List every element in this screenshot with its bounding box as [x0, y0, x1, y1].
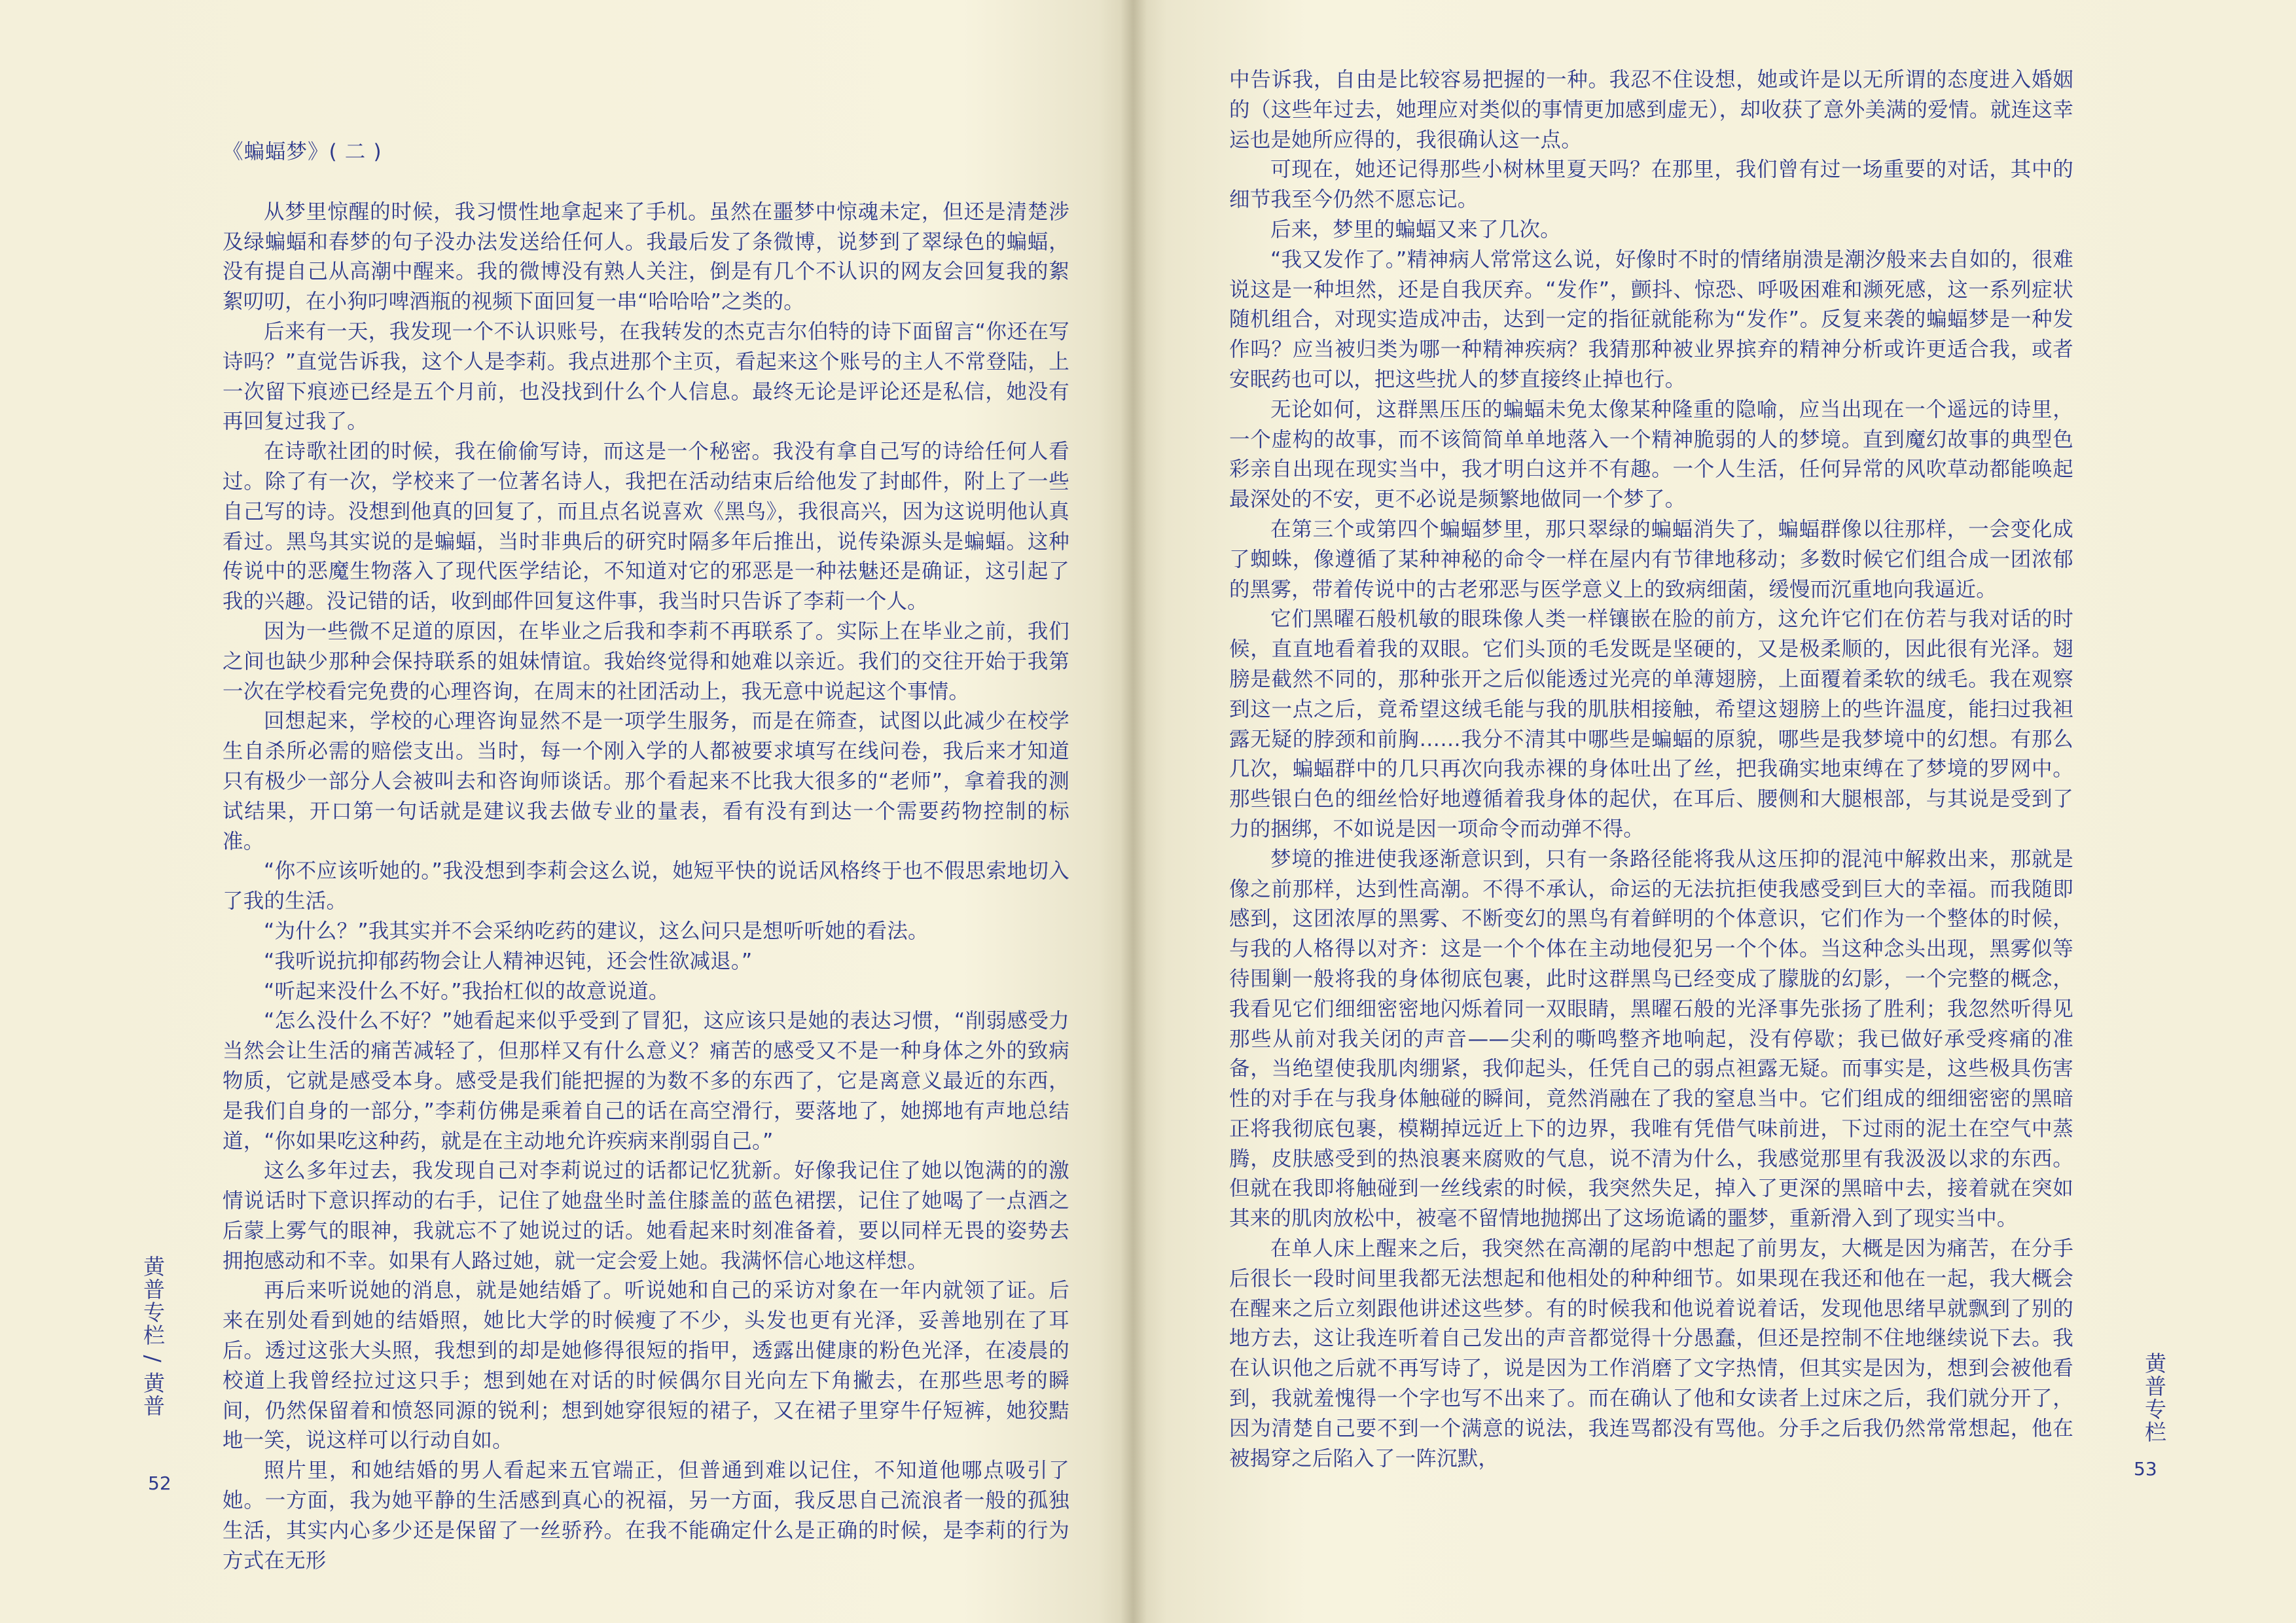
- paragraph: 中告诉我，自由是比较容易把握的一种。我忍不住设想，她或许是以无所谓的态度进入婚姻的（这些年过去，她理应对类似的事情更加感到虚无），却收获了意外美满的爱情。就连这幸运也是她所应得的，我很确认这一点。: [1229, 68, 2073, 152]
- paragraph: 在第三个或第四个蝙蝠梦里，那只翠绿的蝙蝠消失了，蝙蝠群像以往那样，一会变化成了蜘蛛，像遵循了某种神秘的命令一样在屋内有节律地移动；多数时候它们组合成一团浓郁的黑雾，带着传说中的古老邪恶与医学意义上的致病细菌，缓慢而沉重地向我逼近。: [1229, 517, 2073, 601]
- paragraph: 这么多年过去，我发现自己对李莉说过的话都记忆犹新。好像我记住了她以饱满的的激情说话时下意识挥动的右手，记住了她盘坐时盖住膝盖的蓝色裙摆，记住了她喝了一点酒之后蒙上雾气的眼神，我就忘不了她说过的话。她看起来时刻准备着，要以同样无畏的姿势去拥抱感动和不幸。如果有人路过她，就一定会爱上她。我满怀信心地这样想。: [223, 1159, 1069, 1273]
- essay-title: 《蝙蝠梦》( 二 ): [223, 140, 382, 164]
- paragraph: 照片里，和她结婚的男人看起来五官端正，但普通到难以记住，不知道他哪点吸引了她。一方面，我为她平静的生活感到真心的祝福，另一方面，我反思自己流浪者一般的孤独生活，其实内心多少还是保留了一丝骄矜。在我不能确定什么是正确的时候，是李莉的行为方式在无形: [223, 1459, 1069, 1573]
- page-number: 52: [148, 1472, 171, 1494]
- right-page: [1132, 0, 2296, 1623]
- paragraph: 在单人床上醒来之后，我突然在高潮的尾韵中想起了前男友，大概是因为痛苦，在分手后很长一段时间里我都无法想起和他相处的种种细节。如果现在我还和他在一起，我大概会在醒来之后立刻跟他讲述这些梦。有的时候我和他说着说着话，发现他思绪早就飘到了别的地方去，这让我连听着自己发出的声音都觉得十分愚蠢，但还是控制不住地继续说下去。我在认识他之后就不再写诗了，说是因为工作消磨了文字热情，但其实是因为，想到会被他看到，我就羞愧得一个字也写不出来了。而在确认了他和女读者上过床之后，我们就分开了，因为清楚自己要不到一个满意的说法，我连骂都没有骂他。分手之后我仍然常常想起，他在被揭穿之后陷入了一阵沉默，: [1229, 1237, 2073, 1471]
- paragraph: 因为一些微不足道的原因，在毕业之后我和李莉不再联系了。实际上在毕业之前，我们之间也缺少那种会保持联系的姐妹情谊。我始终觉得和她难以亲近。我们的交往开始于我第一次在学校看完免费的心理咨询，在周末的社团活动上，我无意中说起这个事情。: [223, 619, 1069, 704]
- paragraph: 梦境的推进使我逐渐意识到，只有一条路径能将我从这压抑的混沌中解救出来，那就是像之前那样，达到性高潮。不得不承认，命运的无法抗拒使我感受到巨大的幸福。而我随即感到，这团浓厚的黑雾、不断变幻的黑鸟有着鲜明的个体意识，它们作为一个整体的时候，与我的人格得以对齐：这是一个个体在主动地侵犯另一个个体。当这种念头出现，黑雾似等待围剿一般将我的身体彻底包裹，此时这群黑鸟已经变成了朦胧的幻影，一个完整的概念，我看见它们细细密密地闪烁着同一双眼睛，黑曜石般的光泽事先张扬了胜利；我忽然听得见那些从前对我关闭的声音——尖利的嘶鸣整齐地响起，没有停歇；我已做好承受疼痛的准备，当绝望使我肌肉绷紧，我仰起头，任凭自己的弱点袒露无疑。而事实是，这些极具伤害性的对手在与我身体触碰的瞬间，竟然消融在了我的窒息当中。它们组成的细细密密的黑暗正将我彻底包裹，模糊掉远近上下的边界，我唯有凭借气味前进，下过雨的泥土在空气中蒸腾，皮肤感受到的热浪裹来腐败的气息，说不清为什么，我感觉那里有我汲汲以求的东西。但就在我即将触碰到一丝线索的时候，我突然失足，掉入了更深的黑暗中去，接着就在突如其来的肌肉放松中，被毫不留情地抛掷出了这场诡谲的噩梦，重新滑入到了现实当中。: [1229, 847, 2073, 1231]
- paragraph: 在诗歌社团的时候，我在偷偷写诗，而这是一个秘密。我没有拿自己写的诗给任何人看过。除了有一次，学校来了一位著名诗人，我把在活动结束后给他发了封邮件，附上了一些自己写的诗。没想到他真的回复了，而且点名说喜欢《黑鸟》，我很高兴，因为这说明他认真看过。黑鸟其实说的是蝙蝠，当时非典后的研究时隔多年后推出，说传染源头是蝙蝠。这种传说中的恶魔生物落入了现代医学结论，不知道对它的邪恶是一种祛魅还是确证，这引起了我的兴趣。没记错的话，收到邮件回复这件事，我当时只告诉了李莉一个人。: [223, 440, 1069, 614]
- column-label: 黄普专栏: [2142, 1352, 2167, 1444]
- paragraph: “怎么没什么不好？”她看起来似乎受到了冒犯，这应该只是她的表达习惯，“削弱感受力当然会让生活的痛苦减轻了，但那样又有什么意义？痛苦的感受又不是一种身体之外的致病物质，它就是感受本身。感受是我们能把握的为数不多的东西了，它是离意义最近的东西，是我们自身的一部分，”李莉仿佛是乘着自己的话在高空滑行，要落地了，她掷地有声地总结道，“你如果吃这种药，就是在主动地允许疾病来削弱自己。”: [223, 1009, 1069, 1153]
- paragraph: “我又发作了。”精神病人常常这么说，好像时不时的情绪崩溃是潮汐般来去自如的，很难说这是一种坦然，还是自我厌弃。“发作”，颤抖、惊恐、呼吸困难和濒死感，这一系列症状随机组合，对现实造成冲击，达到一定的指征就能称为“发作”。反复来袭的蝙蝠梦是一种发作吗？应当被归类为哪一种精神疾病？我猜那种被业界摈弃的精神分析或许更适合我，或者安眠药也可以，把这些扰人的梦直接终止掉也行。: [1229, 247, 2073, 391]
- paragraph: “我听说抗抑郁药物会让人精神迟钝，还会性欲减退。”: [264, 949, 753, 973]
- paragraph: 无论如何，这群黑压压的蝙蝠未免太像某种隆重的隐喻，应当出现在一个遥远的诗里，一个虚构的故事，而不该简简单单地落入一个精神脆弱的人的梦境。直到魔幻故事的典型色彩亲自出现在现实当中，我才明白这并不有趣。一个人生活，任何异常的风吹草动都能唤起最深处的不安，更不必说是频繁地做同一个梦了。: [1229, 397, 2073, 512]
- paragraph: 它们黑曜石般机敏的眼珠像人类一样镶嵌在脸的前方，这允许它们在仿若与我对话的时候，直直地看着我的双眼。它们头顶的毛发既是坚硬的，又是极柔顺的，因此很有光泽。翅膀是截然不同的，那种张开之后似能透过光亮的单薄翅膀，上面覆着柔软的绒毛。我在观察到这一点之后，竟希望这绒毛能与我的肌肤相接触，希望这翅膀上的些许温度，能扫过我袒露无疑的脖颈和前胸……我分不清其中哪些是蝙蝠的原貌，哪些是我梦境中的幻想。有那么几次，蝙蝠群中的几只再次向我赤裸的身体吐出了丝，把我确实地束缚在了梦境的罗网中。那些银白色的细丝恰好地遵循着我身体的起伏，在耳后、腰侧和大腿根部，与其说是受到了力的捆绑，不如说是因一项命令而动弹不得。: [1229, 607, 2073, 841]
- paragraph: 从梦里惊醒的时候，我习惯性地拿起来了手机。虽然在噩梦中惊魂未定，但还是清楚涉及绿蝙蝠和春梦的句子没办法发送给任何人。我最后发了条微博，说梦到了翠绿色的蝙蝠，没有提自己从高潮中醒来。我的微博没有熟人关注，倒是有几个不认识的网友会回复我的絮絮叨叨，在小狗叼啤酒瓶的视频下面回复一串“哈哈哈”之类的。: [223, 200, 1069, 314]
- paragraph: “听起来没什么不好。”我抬杠似的故意说道。: [264, 979, 670, 1003]
- column-label: 黄普专栏 / 黄普: [140, 1255, 166, 1418]
- paragraph: 后来有一天，我发现一个不认识账号，在我转发的杰克吉尔伯特的诗下面留言“你还在写诗吗？”直觉告诉我，这个人是李莉。我点进那个主页，看起来这个账号的主人不常登陆，上一次留下痕迹已经是五个月前，也没找到什么个人信息。最终无论是评论还是私信，她没有再回复过我了。: [223, 319, 1069, 434]
- paragraph: “为什么？”我其实并不会采纳吃药的建议，这么问只是想听听她的看法。: [264, 919, 929, 943]
- right-page-text: [1229, 65, 2073, 1474]
- paragraph: “你不应该听她的。”我没想到李莉会这么说，她短平快的说话风格终于也不假思索地切入了我的生活。: [223, 859, 1069, 914]
- book-gutter: [1121, 0, 1147, 1623]
- page-number: 53: [2134, 1458, 2157, 1480]
- paragraph: 后来，梦里的蝙蝠又来了几次。: [1270, 217, 1561, 241]
- paragraph: 回想起来，学校的心理咨询显然不是一项学生服务，而是在筛查，试图以此减少在校学生自杀所必需的赔偿支出。当时，每一个刚入学的人都被要求填写在线问卷，我后来才知道只有极少一部分人会被叫去和咨询师谈话。那个看起来不比我大很多的“老师”，拿着我的测试结果，开口第一句话就是建议我去做专业的量表，看有没有到达一个需要药物控制的标准。: [223, 709, 1069, 853]
- left-page-text: [223, 137, 1069, 1576]
- paragraph: 可现在，她还记得那些小树林里夏天吗？在那里，我们曾有过一场重要的对话，其中的细节我至今仍然不愿忘记。: [1229, 158, 2073, 212]
- paragraph: 再后来听说她的消息，就是她结婚了。听说她和自己的采访对象在一年内就领了证。后来在别处看到她的结婚照，她比大学的时候瘦了不少，头发也更有光泽，妥善地别在了耳后。透过这张大头照，我想到的却是她修得很短的指甲，透露出健康的粉色光泽，在凌晨的校道上我曾经拉过这只手；想到她在对话的时候偶尔目光向左下角撇去，在那些思考的瞬间，仍然保留着和愤怒同源的锐利；想到她穿很短的裙子，又在裙子里穿牛仔短裤，她狡黠地一笑，说这样可以行动自如。: [223, 1279, 1069, 1453]
- left-page: [0, 0, 1132, 1623]
